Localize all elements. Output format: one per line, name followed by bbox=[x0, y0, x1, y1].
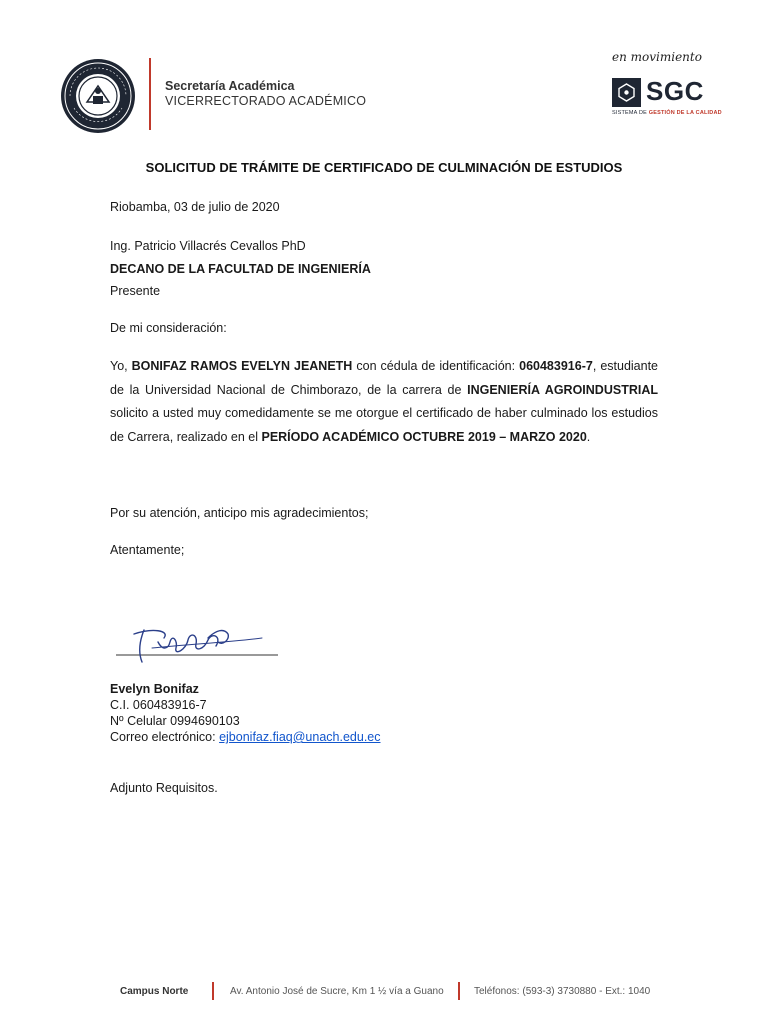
document-title: SOLICITUD DE TRÁMITE DE CERTIFICADO DE CULMINACIÓN DE ESTUDIOS bbox=[145, 160, 623, 175]
email-link[interactable]: ejbonifaz.fiaq@unach.edu.ec bbox=[219, 730, 381, 744]
id-number: 060483916-7 bbox=[519, 359, 593, 373]
university-seal-logo bbox=[60, 58, 136, 134]
header-org-subtitle: VICERRECTORADO ACADÉMICO bbox=[165, 94, 367, 108]
footer-address: Av. Antonio José de Sucre, Km 1 ½ vía a Guano bbox=[230, 986, 444, 997]
footer-campus: Campus Norte bbox=[120, 986, 189, 997]
career-name: INGENIERÍA AGROINDUSTRIAL bbox=[467, 382, 658, 397]
signer-name: Evelyn Bonifaz bbox=[110, 682, 199, 696]
thanks-line: Por su atención, anticipo mis agradecimientos; bbox=[110, 506, 369, 520]
header-org-name: Secretaría Académica bbox=[165, 79, 295, 93]
closing-line: Atentamente; bbox=[110, 543, 185, 557]
header-motto: en movimiento bbox=[612, 50, 702, 64]
greeting: De mi consideración: bbox=[110, 321, 227, 335]
signer-phone: Nº Celular 0994690103 bbox=[110, 714, 240, 728]
sgc-caption: SISTEMA DE GESTIÓN DE LA CALIDAD bbox=[612, 110, 722, 116]
signer-email-line: Correo electrónico: ejbonifaz.fiaq@unach.edu.ec bbox=[110, 730, 381, 744]
academic-period: PERÍODO ACADÉMICO OCTUBRE 2019 – MARZO 2020 bbox=[261, 429, 587, 444]
footer bbox=[0, 982, 768, 1006]
signer-ci: C.I. 060483916-7 bbox=[110, 698, 207, 712]
footer-divider bbox=[212, 982, 214, 1000]
recipient-title: DECANO DE LA FACULTAD DE INGENIERÍA bbox=[110, 262, 371, 276]
sgc-emblem-icon bbox=[612, 78, 641, 107]
place-date: Riobamba, 03 de julio de 2020 bbox=[110, 200, 280, 214]
recipient-presente: Presente bbox=[110, 284, 161, 298]
recipient-name: Ing. Patricio Villacrés Cevallos PhD bbox=[110, 239, 306, 253]
body-paragraph: Yo, BONIFAZ RAMOS EVELYN JEANETH con cédula de identificación: 060483916-7, estudiante de la Universidad Nacional de Chimborazo, de la carrera de INGENIERÍA AGROINDUSTRIAL solicito a usted muy comedidamente se me otorgue el certificado de haber culminado los estudios de Carrera, realizado en el PERÍODO ACADÉMICO OCTUBRE 2019 – MARZO 2020. bbox=[110, 359, 658, 444]
footer-phones: Teléfonos: (593-3) 3730880 - Ext.: 1040 bbox=[474, 986, 651, 997]
student-name: BONIFAZ RAMOS EVELYN JEANETH bbox=[131, 359, 353, 373]
attachments-note: Adjunto Requisitos. bbox=[110, 781, 218, 795]
handwritten-signature bbox=[112, 620, 282, 670]
footer-divider bbox=[458, 982, 460, 1000]
sgc-acronym: SGC bbox=[646, 76, 704, 106]
sgc-logo bbox=[612, 78, 715, 107]
header-divider bbox=[149, 58, 151, 130]
